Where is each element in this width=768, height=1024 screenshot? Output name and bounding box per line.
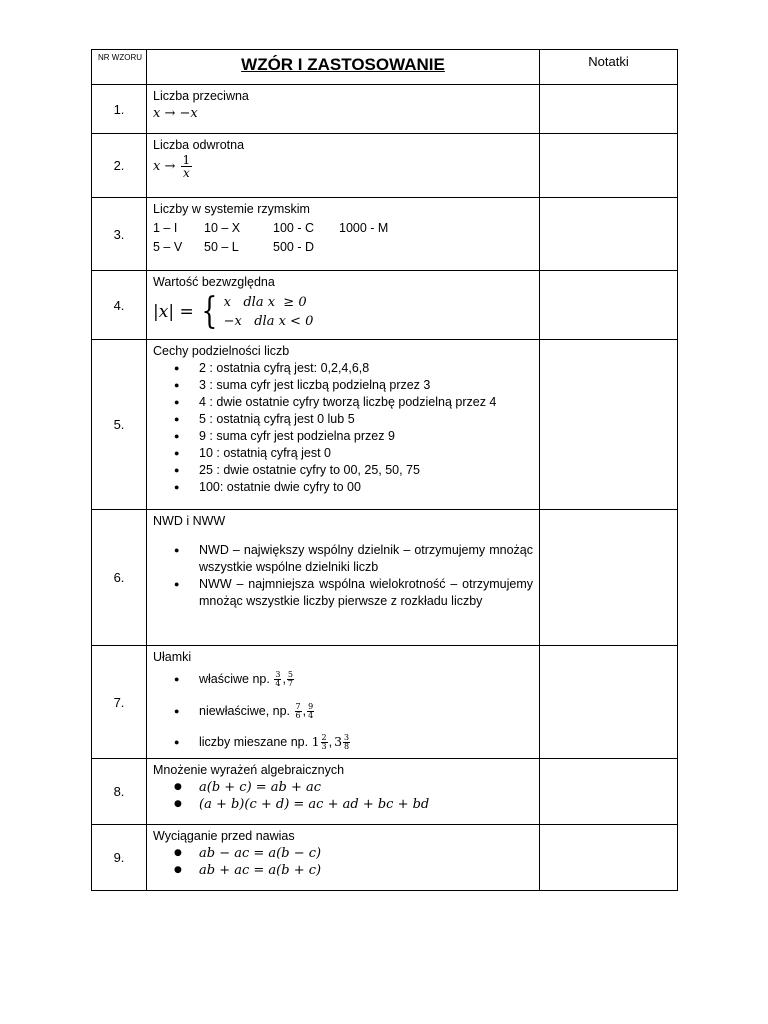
list-item: ● NWW – najmniejsza wspólna wielokrotność – otrzymujemy mnożąc wszystkie liczby pierwsze z rozkładu liczby: [153, 576, 533, 610]
fraction-numerator: 1: [182, 153, 191, 167]
fraction-numerator: 3: [275, 670, 281, 680]
row-title: Ułamki: [153, 650, 192, 664]
fraction: [181, 154, 193, 179]
table-row: [92, 646, 678, 759]
fraction-denominator: 7: [287, 679, 294, 689]
row-number: 1.: [92, 85, 147, 134]
roman-entry: 10 – X: [204, 221, 241, 235]
table-row: [92, 340, 678, 510]
roman-entry: 100 - C: [273, 221, 314, 235]
row-content: [147, 134, 540, 198]
notes-cell[interactable]: [540, 825, 678, 891]
nr-header: NR WZORU: [92, 50, 147, 85]
absolute-value-lhs: |x| =: [153, 301, 194, 322]
list-item: ● (a + b)(c + d) = ac + ad + bc + bd: [153, 796, 533, 813]
bullet-list: [153, 542, 533, 610]
separator: ,: [282, 672, 286, 686]
table-row: [92, 825, 678, 891]
row-content: [147, 825, 540, 891]
row-content: [147, 646, 540, 759]
bullet-list: [153, 845, 533, 879]
roman-entry: [339, 239, 409, 256]
fraction-denominator: 4: [308, 711, 314, 721]
notes-cell[interactable]: [540, 759, 678, 825]
notes-cell[interactable]: [540, 340, 678, 510]
arrow-symbol: →: [164, 159, 176, 174]
whole-number: 1: [311, 734, 320, 749]
list-item: ● 4 : dwie ostatnie cyfry tworzą liczbę podzielną przez 4: [153, 394, 533, 411]
row-content: [147, 271, 540, 340]
row-content: [147, 510, 540, 646]
row-number: 9.: [92, 825, 147, 891]
list-item: ● 10 : ostatnią cyfrą jest 0: [153, 445, 533, 462]
row-number: 3.: [92, 198, 147, 271]
formula: [153, 105, 533, 122]
fraction: [321, 734, 328, 751]
row-number: 2.: [92, 134, 147, 198]
roman-grid: [153, 239, 533, 256]
roman-entry: 5 – V: [153, 240, 183, 254]
fraction-numerator: 7: [295, 702, 301, 712]
fraction-numerator: 3: [344, 733, 350, 743]
fraction-numerator: 5: [287, 670, 294, 680]
notes-header: Notatki: [540, 50, 678, 85]
roman-entry: 500 - D: [273, 240, 314, 254]
separator: ,: [328, 735, 333, 749]
cases: [224, 293, 314, 331]
row-number: 5.: [92, 340, 147, 510]
fraction-numerator: 2: [321, 733, 327, 743]
table-row: [92, 510, 678, 646]
roman-entry: 1000 - M: [339, 221, 389, 235]
formula-var: x: [153, 159, 161, 174]
notes-cell[interactable]: [540, 85, 678, 134]
notes-cell[interactable]: [540, 510, 678, 646]
list-item: ● 9 : suma cyfr jest podzielna przez 9: [153, 428, 533, 445]
row-content: [147, 85, 540, 134]
table-row: [92, 271, 678, 340]
table-row: [92, 198, 678, 271]
list-item: ● ab + ac = a(b + c): [153, 862, 533, 879]
fraction: [307, 703, 314, 720]
notes-cell[interactable]: [540, 198, 678, 271]
item-text: niewłaściwe, np.: [199, 704, 294, 718]
list-item: [153, 726, 533, 756]
list-item: ● a(b + c) = ab + ac: [153, 779, 533, 796]
table-title-text: WZÓR I ZASTOSOWANIE: [241, 55, 445, 74]
header-row: [92, 50, 678, 85]
fraction: [343, 734, 350, 751]
fraction-denominator: 8: [344, 742, 350, 752]
table-row: [92, 759, 678, 825]
row-content: [147, 340, 540, 510]
row-number: 8.: [92, 759, 147, 825]
list-item: ● 100: ostatnie dwie cyfry to 00: [153, 479, 533, 496]
table-row: [92, 85, 678, 134]
formula-table: [91, 49, 678, 891]
fraction-denominator: 4: [275, 679, 281, 689]
list-item: ● ab − ac = a(b − c): [153, 845, 533, 862]
list-item: ● 25 : dwie ostatnie cyfry to 00, 25, 50, 75: [153, 462, 533, 479]
bullet-list: [153, 779, 533, 813]
row-content: [147, 198, 540, 271]
fraction: [274, 671, 281, 688]
list-item: [153, 696, 533, 726]
formula-result: −x: [179, 106, 198, 121]
roman-entry: 1 – I: [153, 221, 178, 235]
row-title: Liczby w systemie rzymskim: [153, 202, 310, 216]
list-item: [153, 666, 533, 696]
row-title: Liczba odwrotna: [153, 138, 245, 152]
item-text: właściwe np.: [199, 672, 274, 686]
list-item: ● 2 : ostatnia cyfrą jest: 0,2,4,6,8: [153, 360, 533, 377]
row-number: 7.: [92, 646, 147, 759]
fraction: [295, 703, 302, 720]
fraction-denominator: 3: [321, 742, 327, 752]
fraction-numerator: 9: [308, 702, 314, 712]
bullet-list: [153, 360, 533, 496]
arrow-symbol: →: [164, 106, 176, 121]
notes-cell[interactable]: [540, 646, 678, 759]
row-title: NWD i NWW: [153, 514, 226, 528]
formula: [153, 154, 533, 179]
roman-entry: 50 – L: [204, 240, 239, 254]
list-item: ● 3 : suma cyfr jest liczbą podzielną przez 3: [153, 377, 533, 394]
row-title: Wartość bezwzględna: [153, 275, 275, 289]
notes-cell[interactable]: [540, 134, 678, 198]
row-title: Cechy podzielności liczb: [153, 344, 290, 358]
fraction-denominator: x: [182, 166, 190, 180]
row-content: [147, 759, 540, 825]
list-item: ● 5 : ostatnią cyfrą jest 0 lub 5: [153, 411, 533, 428]
row-number: 6.: [92, 510, 147, 646]
table-row: [92, 134, 678, 198]
piecewise-formula: [153, 293, 533, 331]
fraction: [287, 671, 294, 688]
formula-var: x: [153, 106, 161, 121]
row-title: Mnożenie wyrażeń algebraicznych: [153, 763, 345, 777]
case-positive: x dla x ≥ 0: [223, 295, 307, 310]
separator: ,: [302, 704, 307, 718]
row-title: Liczba przeciwna: [153, 89, 249, 103]
bullet-list: [153, 666, 533, 756]
list-item: ● NWD – największy wspólny dzielnik – otrzymujemy mnożąc wszystkie wspólne dzielniki liczb: [153, 542, 533, 576]
roman-grid: [153, 220, 533, 237]
whole-number: 3: [334, 734, 343, 749]
fraction-denominator: 6: [295, 711, 301, 721]
brace-symbol: {: [201, 291, 218, 332]
row-number: 4.: [92, 271, 147, 340]
table-title: [147, 50, 540, 85]
notes-cell[interactable]: [540, 271, 678, 340]
item-text: liczby mieszane np.: [199, 735, 312, 749]
case-negative: −x dla x < 0: [223, 314, 314, 329]
row-title: Wyciąganie przed nawias: [153, 829, 295, 843]
